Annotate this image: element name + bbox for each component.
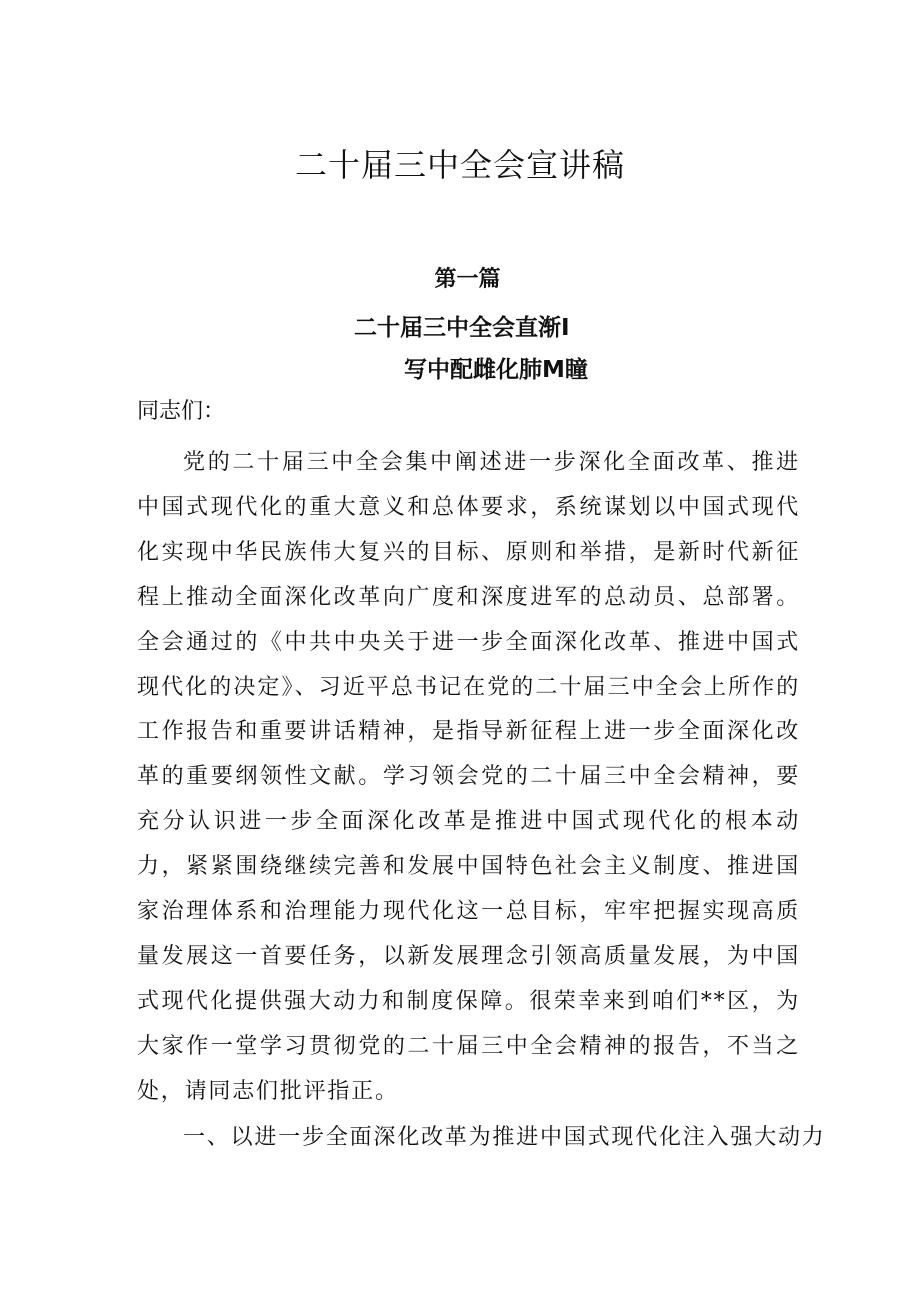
subtitle-line-1: 二十届三中全会直渐I	[354, 315, 570, 341]
greeting: 同志们：	[137, 399, 226, 424]
section-heading-1: 一、以进一步全面深化改革为推进中国式现代化注入强大动力	[183, 1125, 826, 1150]
document-title: 二十届三中全会宣讲稿	[294, 146, 625, 184]
body-paragraph: 党的二十届三中全会集中阐述进一步深化全面改革、推进中国式现代化的重大意义和总体要求，系统谋划以中国式现代化实现中华民族伟大复兴的目标、原则和举措，是新时代新征程上推动全面深化改革向广度和深度进军的总动员、总部署。全会通过的《中共中央关于进一步全面深化改革、推进中国式现代化的决定》、习近平总书记在党的二十届三中全会上所作的工作报告和重要讲话精神，是指导新征程上进一步全面深化改革的重要纲领性文献。学习领会党的二十届三中全会精神，要充分认识进一步全面深化改革是推进中国式现代化的根本动力，紧紧围绕继续完善和发展中国特色社会主义制度、推进国家治理体系和治理能力现代化这一总目标，牢牢把握实现高质量发展这一首要任务，以新发展理念引领高质量发展，为中国式现代化提供强大动力和制度保障。很荣幸来到咱们**区，为大家作一堂学习贯彻党的二十届三中全会精神的报告，不当之处，请同志们批评指正。	[137, 450, 800, 1104]
subtitle-line-2: 写中配雌化肺M瞳	[404, 357, 588, 383]
section-label: 第一篇	[434, 267, 501, 292]
